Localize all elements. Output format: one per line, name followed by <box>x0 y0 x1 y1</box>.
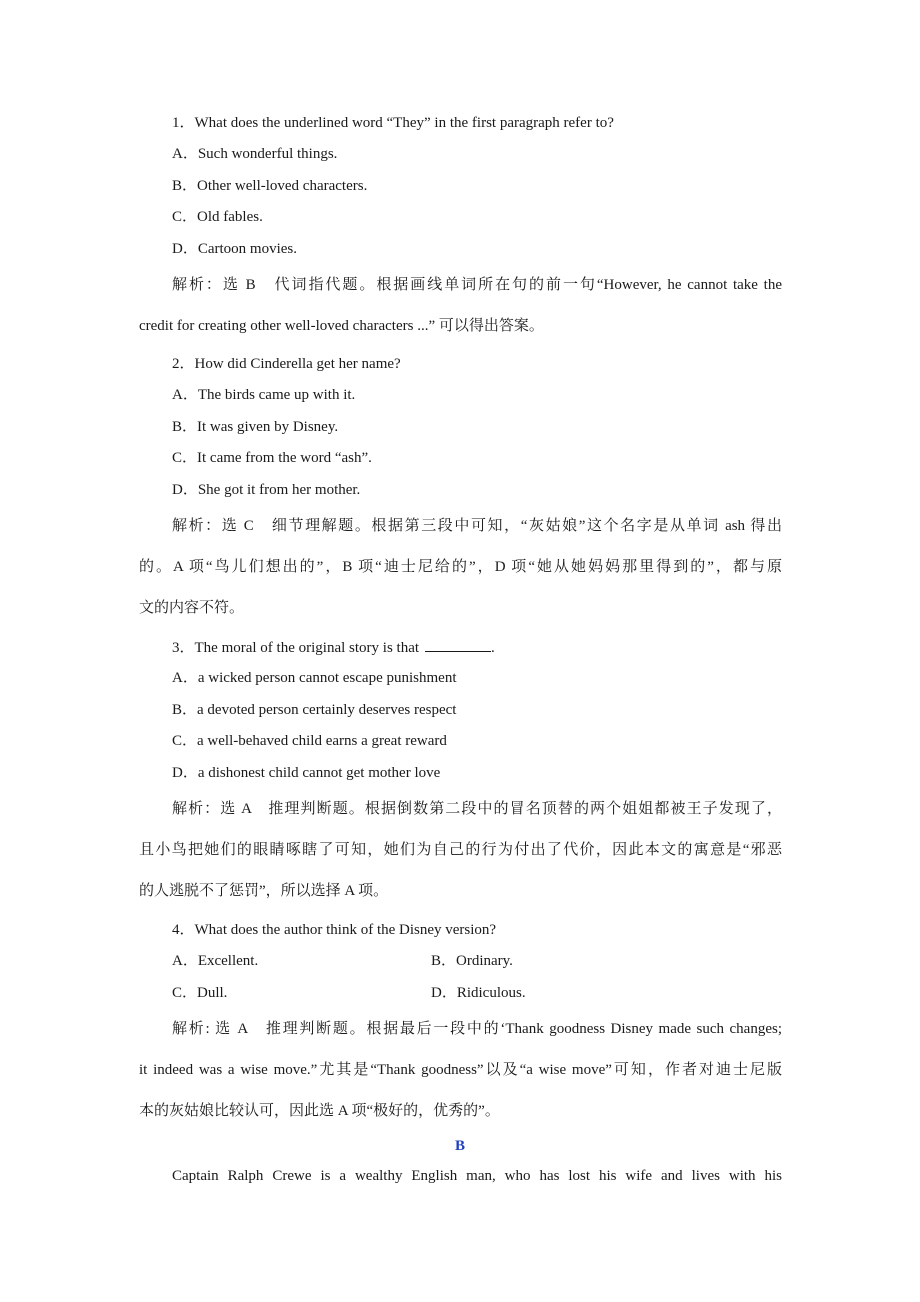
question-3-stem-text: 3．The moral of the original story is that <box>172 640 420 656</box>
question-4-analysis-line-1: 解析: 选 A 推理判断题。根据最后一段中的‘Thank goodness Disney made such changes; <box>172 1021 782 1037</box>
question-2-option-d: D．She got it from her mother. <box>172 482 361 498</box>
question-2-analysis-line-2: 的。A 项“鸟儿们想出的”，B 项“迪士尼给的”，D 项“她从她妈妈那里得到的”，都与原 <box>139 559 782 575</box>
question-3-analysis-line-2: 且小鸟把她们的眼睛啄瞎了可知，她们为自己的行为付出了代价，因此本文的寓意是“邪恶 <box>139 842 782 858</box>
question-2-analysis-line-1: 解析：选 C 细节理解题。根据第三段中可知，“灰姑娘”这个名字是从单词 ash 得出 <box>172 518 782 534</box>
question-2-option-b: B．It was given by Disney. <box>172 419 339 435</box>
question-1-stem: 1．What does the underlined word “They” in the first paragraph refer to? <box>172 115 614 131</box>
question-2-option-c: C．It came from the word “ash”. <box>172 450 372 466</box>
question-4-option-a: A．Excellent. <box>172 953 259 969</box>
question-3-stem <box>172 637 495 658</box>
question-2-option-a: A．The birds came up with it. <box>172 387 356 403</box>
question-4-option-b: B．Ordinary. <box>431 953 513 969</box>
question-1-option-c: C．Old fables. <box>172 209 263 225</box>
question-4-option-d: D．Ridiculous. <box>431 985 526 1001</box>
question-1-option-d: D．Cartoon movies. <box>172 241 297 257</box>
question-1-option-b: B．Other well-loved characters. <box>172 178 368 194</box>
question-3-option-a: A．a wicked person cannot escape punishment <box>172 670 457 686</box>
answer-blank <box>425 637 491 652</box>
question-3-analysis-line-3: 的人逃脱不了惩罚”，所以选择 A 项。 <box>139 883 389 899</box>
question-3-stem-end: . <box>491 640 495 656</box>
question-2-stem: 2．How did Cinderella get her name? <box>172 356 401 372</box>
question-3-analysis-line-1: 解析：选 A 推理判断题。根据倒数第二段中的冒名顶替的两个姐姐都被王子发现了， <box>172 801 782 817</box>
question-1-option-a: A．Such wonderful things. <box>172 146 338 162</box>
question-3-option-c: C．a well-behaved child earns a great reward <box>172 733 447 749</box>
question-3-option-b: B．a devoted person certainly deserves respect <box>172 702 457 718</box>
question-4-option-c: C．Dull. <box>172 985 228 1001</box>
question-4-analysis-line-3: 本的灰姑娘比较认可，因此选 A 项“极好的，优秀的”。 <box>139 1103 500 1119</box>
question-1-analysis-line-1: 解析：选 B 代词指代题。根据画线单词所在句的前一句“However, he cannot take the <box>172 277 782 293</box>
section-b-heading: B <box>454 1138 465 1154</box>
question-1-analysis-line-2: credit for creating other well-loved characters ...” 可以得出答案。 <box>139 318 544 334</box>
question-4-analysis-line-2: it indeed was a wise move.”尤其是“Thank goodness”以及“a wise move”可知，作者对迪士尼版 <box>139 1062 782 1078</box>
section-b-first-line: Captain Ralph Crewe is a wealthy English man, who has lost his wife and lives with his <box>172 1168 782 1184</box>
question-4-stem: 4．What does the author think of the Disney version? <box>172 922 497 938</box>
question-3-option-d: D．a dishonest child cannot get mother love <box>172 765 441 781</box>
question-2-analysis-line-3: 文的内容不符。 <box>139 600 245 616</box>
